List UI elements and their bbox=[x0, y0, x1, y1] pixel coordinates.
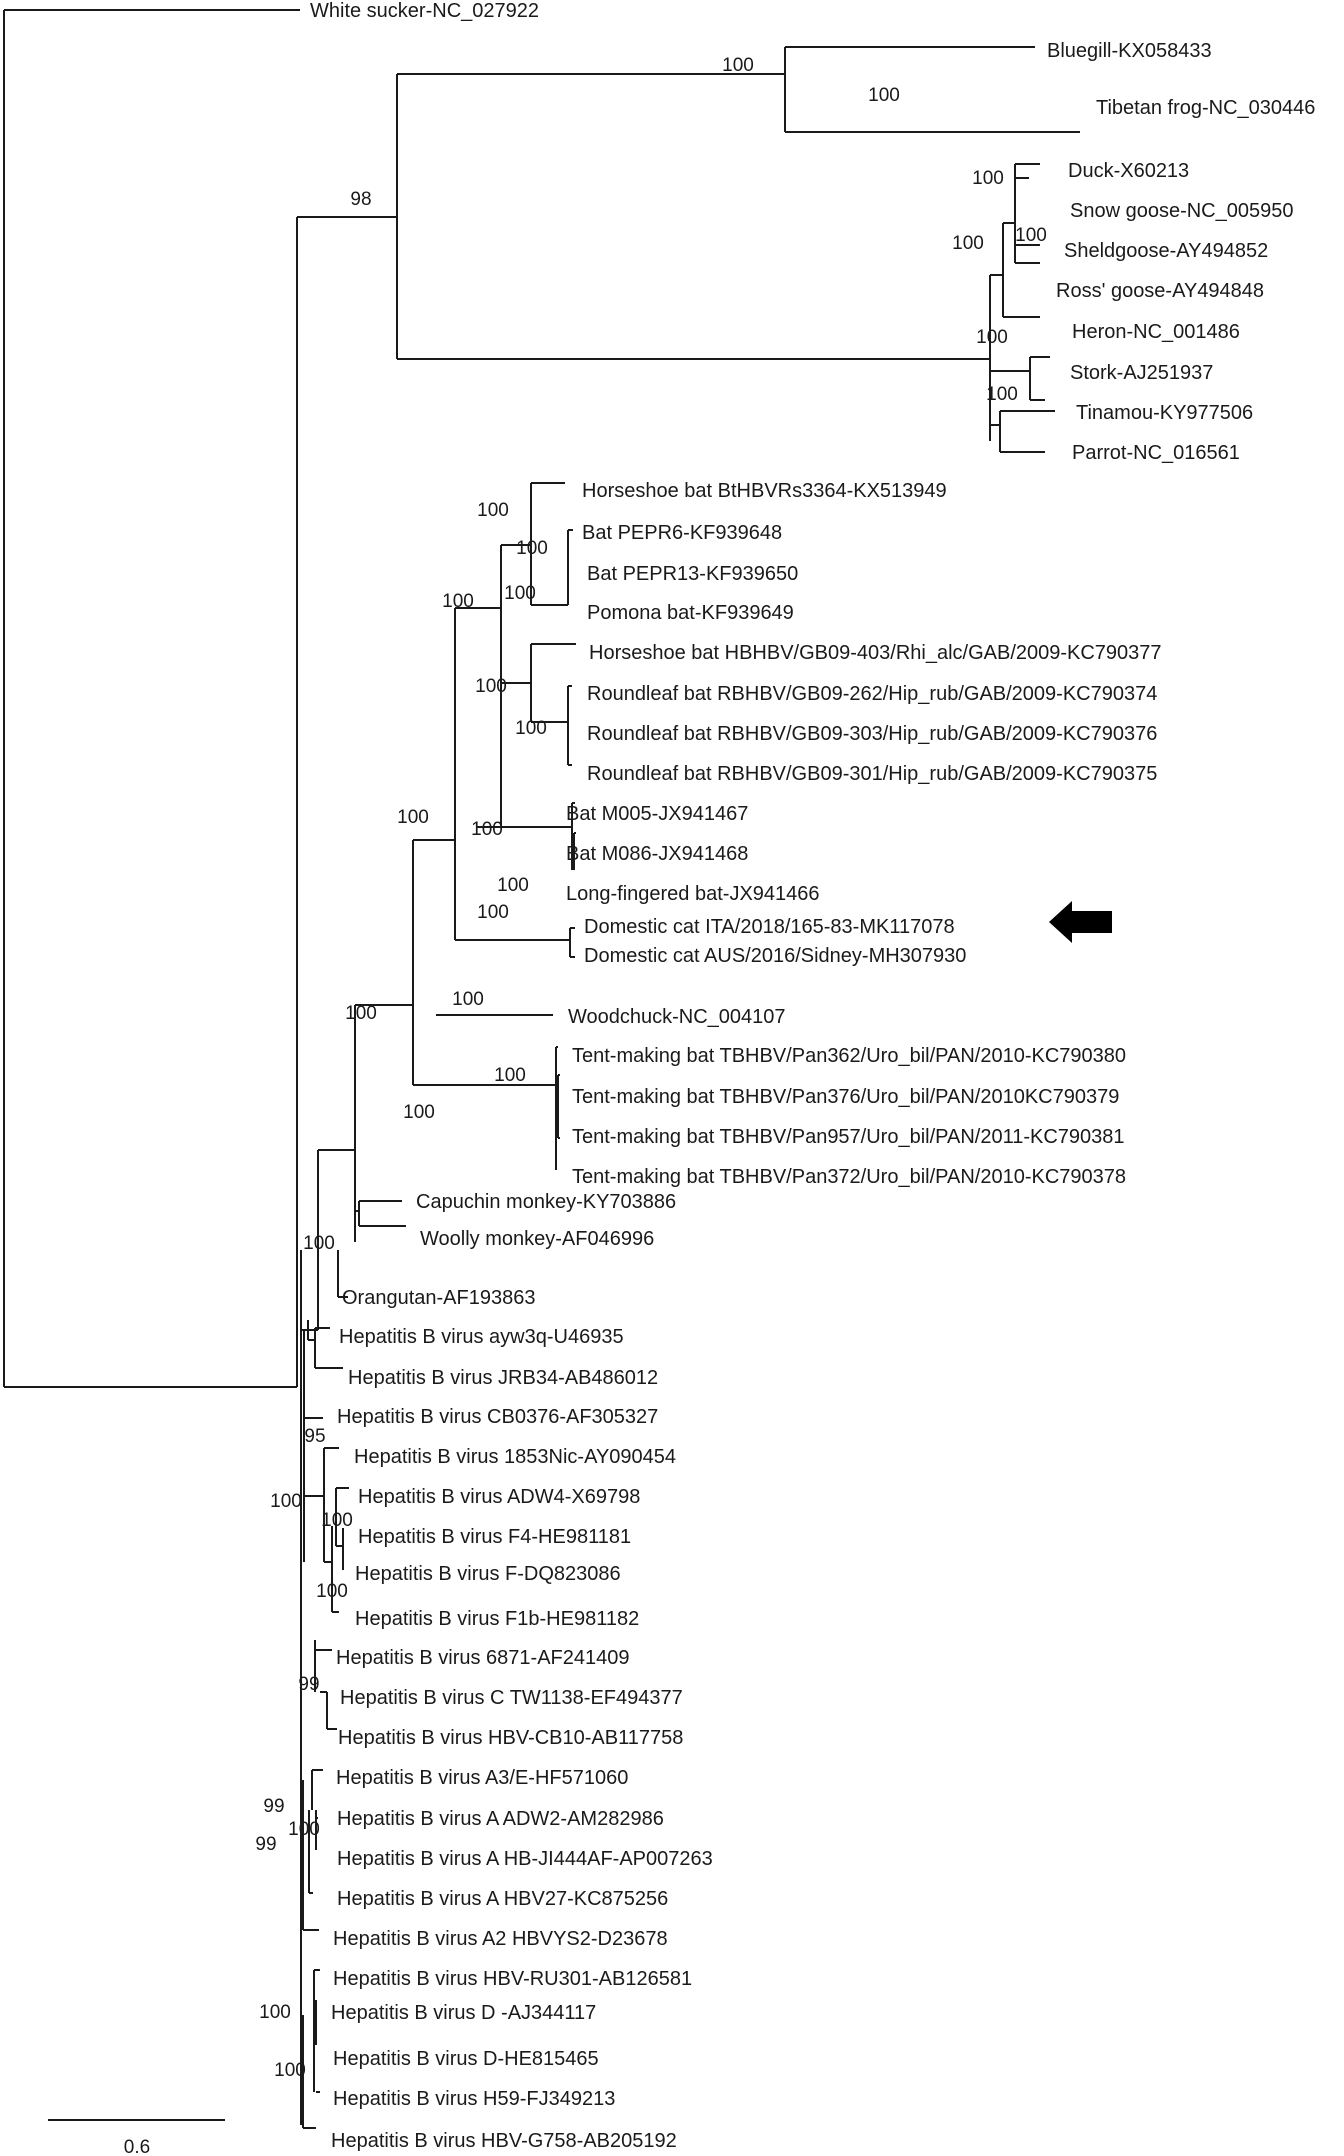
leaf-label: Parrot-NC_016561 bbox=[1072, 442, 1240, 464]
bootstrap-value: 99 bbox=[255, 1834, 277, 1855]
leaf-label: Bat PEPR13-KF939650 bbox=[587, 563, 799, 585]
bootstrap-value: 100 bbox=[504, 583, 536, 604]
bootstrap-value: 100 bbox=[868, 85, 900, 106]
leaf-label: Hepatitis B virus HBV-RU301-AB126581 bbox=[333, 1968, 693, 1990]
leaf-label: Domestic cat ITA/2018/165-83-MK117078 bbox=[584, 916, 955, 938]
leaf-labels bbox=[310, 0, 1315, 2152]
leaf-label: White sucker-NC_027922 bbox=[310, 0, 539, 22]
leaf-label: Hepatitis B virus H59-FJ349213 bbox=[333, 2088, 616, 2110]
leaf-label: Hepatitis B virus A ADW2-AM282986 bbox=[337, 1808, 664, 1830]
leaf-label: Hepatitis B virus ADW4-X69798 bbox=[358, 1486, 641, 1508]
bootstrap-value: 95 bbox=[304, 1426, 326, 1447]
bootstrap-value: 99 bbox=[298, 1674, 320, 1695]
leaf-label: Orangutan-AF193863 bbox=[342, 1287, 536, 1309]
leaf-label: Bat M005-JX941467 bbox=[566, 803, 749, 825]
leaf-label: Roundleaf bat RBHBV/GB09-303/Hip_rub/GAB/2009-KC790376 bbox=[587, 723, 1158, 745]
bootstrap-value: 100 bbox=[321, 1510, 353, 1531]
leaf-label: Horseshoe bat HBHBV/GB09-403/Rhi_alc/GAB/2009-KC790377 bbox=[589, 642, 1162, 664]
leaf-label: Snow goose-NC_005950 bbox=[1070, 200, 1294, 222]
leaf-label: Domestic cat AUS/2016/Sidney-MH307930 bbox=[584, 945, 967, 967]
bootstrap-value: 100 bbox=[497, 875, 529, 896]
leaf-label: Roundleaf bat RBHBV/GB09-301/Hip_rub/GAB/2009-KC790375 bbox=[587, 763, 1158, 785]
leaf-label: Hepatitis B virus A3/E-HF571060 bbox=[336, 1767, 629, 1789]
left-arrow-icon bbox=[1049, 901, 1112, 943]
leaf-label: Tent-making bat TBHBV/Pan372/Uro_bil/PAN/2010-KC790378 bbox=[572, 1166, 1127, 1188]
leaf-label: Roundleaf bat RBHBV/GB09-262/Hip_rub/GAB/2009-KC790374 bbox=[587, 683, 1158, 705]
leaf-label: Tent-making bat TBHBV/Pan362/Uro_bil/PAN/2010-KC790380 bbox=[572, 1045, 1127, 1067]
leaf-label: Duck-X60213 bbox=[1068, 160, 1190, 182]
leaf-label: Horseshoe bat BtHBVRs3364-KX513949 bbox=[582, 480, 947, 502]
bootstrap-value: 100 bbox=[952, 233, 984, 254]
leaf-label: Stork-AJ251937 bbox=[1070, 362, 1214, 384]
leaf-label: Hepatitis B virus 1853Nic-AY090454 bbox=[354, 1446, 677, 1468]
bootstrap-value: 100 bbox=[288, 1819, 320, 1840]
bootstrap-value: 100 bbox=[274, 2060, 306, 2081]
leaf-label: Hepatitis B virus HBV-G758-AB205192 bbox=[331, 2130, 677, 2152]
leaf-label: Woolly monkey-AF046996 bbox=[420, 1228, 655, 1250]
bootstrap-value: 100 bbox=[477, 500, 509, 521]
leaf-label: Hepatitis B virus F-DQ823086 bbox=[355, 1563, 621, 1585]
bootstrap-value: 100 bbox=[976, 327, 1008, 348]
bootstrap-value: 100 bbox=[515, 718, 547, 739]
bootstrap-value: 100 bbox=[345, 1003, 377, 1024]
bootstrap-value: 100 bbox=[316, 1581, 348, 1602]
bootstrap-value: 100 bbox=[397, 807, 429, 828]
bootstrap-value: 100 bbox=[442, 591, 474, 612]
bootstrap-value: 100 bbox=[477, 902, 509, 923]
leaf-label: Bat M086-JX941468 bbox=[566, 843, 749, 865]
leaf-label: Ross' goose-AY494848 bbox=[1056, 280, 1265, 302]
leaf-label: Hepatitis B virus HBV-CB10-AB117758 bbox=[338, 1727, 684, 1749]
leaf-label: Bat PEPR6-KF939648 bbox=[582, 522, 783, 544]
bootstrap-value: 100 bbox=[494, 1065, 526, 1086]
leaf-label: Hepatitis B virus F1b-HE981182 bbox=[355, 1608, 640, 1630]
bootstrap-value: 99 bbox=[263, 1796, 285, 1817]
bootstrap-value: 100 bbox=[270, 1491, 302, 1512]
bootstrap-value: 100 bbox=[1015, 225, 1047, 246]
bootstrap-value: 100 bbox=[452, 989, 484, 1010]
leaf-label: Pomona bat-KF939649 bbox=[587, 602, 794, 624]
scale-bar-label: 0.6 bbox=[123, 2137, 151, 2156]
bootstrap-value: 100 bbox=[403, 1102, 435, 1123]
bootstrap-value: 100 bbox=[516, 538, 548, 559]
leaf-label: Sheldgoose-AY494852 bbox=[1064, 240, 1269, 262]
leaf-label: Hepatitis B virus 6871-AF241409 bbox=[336, 1647, 630, 1669]
leaf-label: Hepatitis B virus D-HE815465 bbox=[333, 2048, 599, 2070]
bootstrap-value: 100 bbox=[259, 2002, 291, 2023]
leaf-label: Hepatitis B virus C TW1138-EF494377 bbox=[340, 1687, 683, 1709]
leaf-label: Hepatitis B virus CB0376-AF305327 bbox=[337, 1406, 659, 1428]
leaf-label: Woodchuck-NC_004107 bbox=[568, 1006, 786, 1028]
leaf-label: Tinamou-KY977506 bbox=[1076, 402, 1254, 424]
leaf-label: Tibetan frog-NC_030446 bbox=[1096, 97, 1316, 119]
leaf-label: Hepatitis B virus F4-HE981181 bbox=[358, 1526, 632, 1548]
leaf-label: Hepatitis B virus A2 HBVYS2-D23678 bbox=[333, 1928, 668, 1950]
leaf-label: Hepatitis B virus D -AJ344117 bbox=[331, 2002, 597, 2024]
leaf-label: Hepatitis B virus ayw3q-U46935 bbox=[339, 1326, 624, 1348]
bootstrap-value: 100 bbox=[303, 1233, 335, 1254]
leaf-label: Hepatitis B virus JRB34-AB486012 bbox=[348, 1367, 659, 1389]
leaf-label: Tent-making bat TBHBV/Pan376/Uro_bil/PAN/2010KC790379 bbox=[572, 1086, 1120, 1108]
bootstrap-value: 100 bbox=[972, 168, 1004, 189]
leaf-label: Hepatitis B virus A HBV27-KC875256 bbox=[337, 1888, 669, 1910]
leaf-label: Bluegill-KX058433 bbox=[1047, 40, 1212, 62]
scale-bar bbox=[48, 2120, 225, 2156]
leaf-label: Long-fingered bat-JX941466 bbox=[566, 883, 820, 905]
bootstrap-value: 98 bbox=[350, 189, 372, 210]
leaf-label: Capuchin monkey-KY703886 bbox=[416, 1191, 677, 1213]
bootstrap-value: 100 bbox=[475, 676, 507, 697]
bootstrap-value: 100 bbox=[986, 384, 1018, 405]
bootstrap-value: 100 bbox=[471, 819, 503, 840]
leaf-label: Heron-NC_001486 bbox=[1072, 321, 1240, 343]
bootstrap-value: 100 bbox=[722, 55, 754, 76]
leaf-label: Hepatitis B virus A HB-JI444AF-AP007263 bbox=[337, 1848, 713, 1870]
leaf-label: Tent-making bat TBHBV/Pan957/Uro_bil/PAN/2011-KC790381 bbox=[572, 1126, 1125, 1148]
